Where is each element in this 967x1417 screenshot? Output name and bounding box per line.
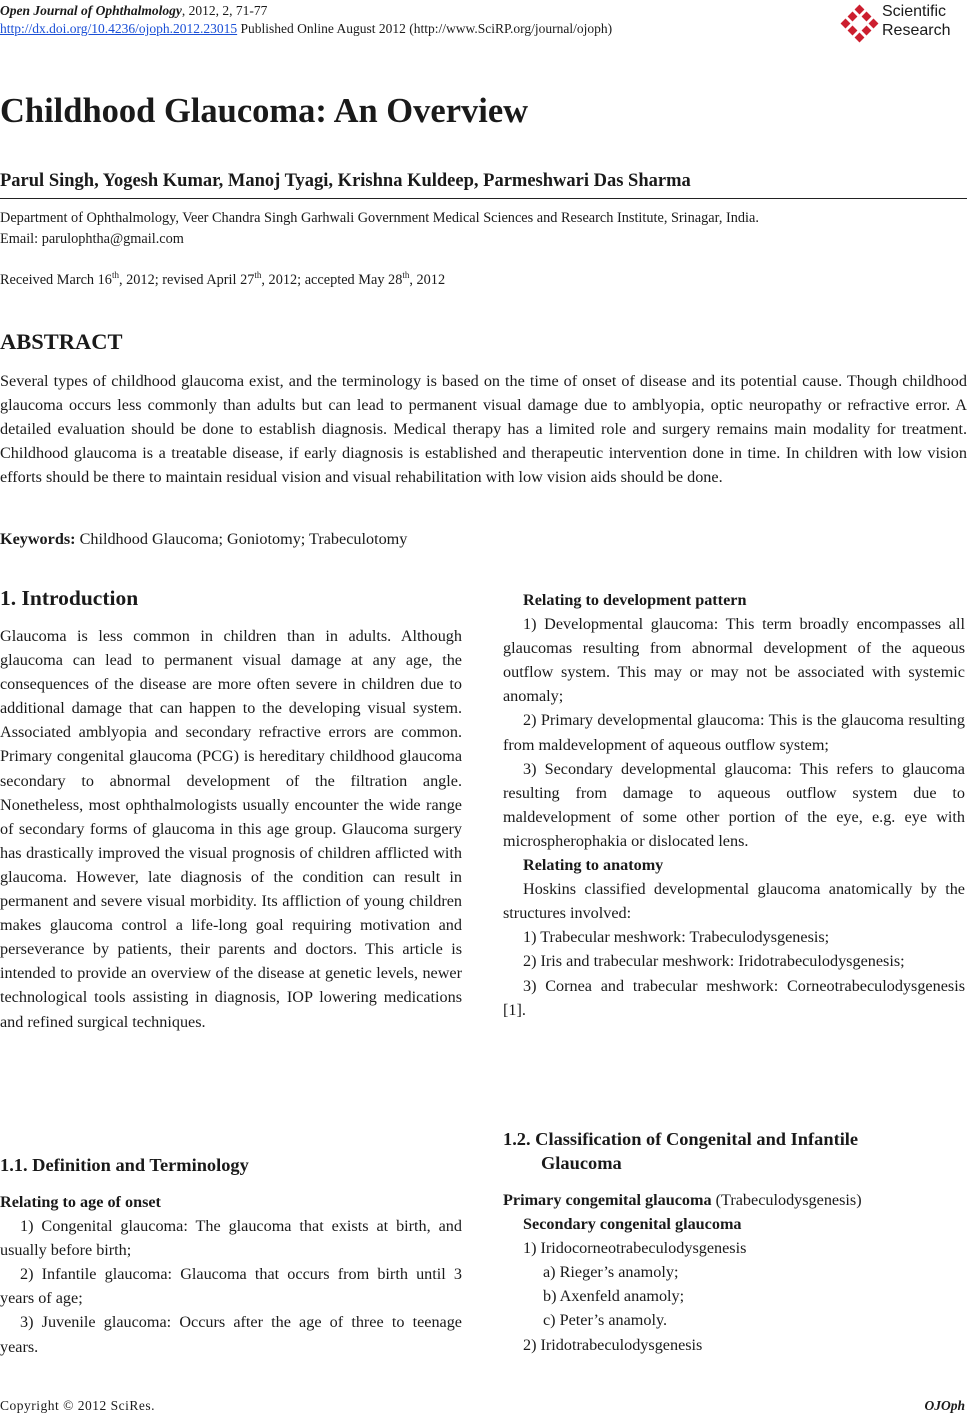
keywords-text: Childhood Glaucoma; Goniotomy; Trabeculotomy bbox=[75, 530, 408, 548]
primary-congenital-note: (Trabeculodysgenesis) bbox=[711, 1191, 862, 1209]
keywords-label: Keywords: bbox=[0, 530, 76, 548]
anatomy-intro: Hoskins classified developmental glaucoma anatomically by the structures involved: bbox=[503, 880, 965, 923]
list-item: 2) Iridotrabeculodysgenesis bbox=[523, 1335, 703, 1354]
development-pattern-section bbox=[503, 588, 965, 1022]
logo-text bbox=[882, 2, 950, 40]
journal-volume: , 2012, 2, 71-77 bbox=[181, 3, 268, 18]
journal-abbreviation: OJOph bbox=[924, 1398, 965, 1413]
list-item: 1) Trabecular meshwork: Trabeculodysgenesis; bbox=[523, 928, 830, 947]
paper-title: Childhood Glaucoma: An Overview bbox=[0, 92, 529, 130]
doi-link[interactable]: http://dx.doi.org/10.4236/ojoph.2012.23015 bbox=[0, 21, 238, 36]
list-subitem: a) Rieger’s anamoly; bbox=[543, 1263, 679, 1282]
subheading-anatomy: Relating to anatomy bbox=[523, 856, 664, 875]
submission-dates bbox=[0, 270, 445, 289]
classification-list bbox=[503, 1188, 965, 1357]
section-heading-definition: 1.1. Definition and Terminology bbox=[0, 1155, 249, 1175]
section-heading-classification bbox=[503, 1127, 965, 1175]
copyright-notice: Copyright © 2012 SciRes. bbox=[0, 1398, 156, 1413]
list-item: 1) Congenital glaucoma: The glaucoma that exists at birth, and usually before birth; bbox=[0, 1217, 462, 1260]
primary-congenital-item bbox=[503, 1188, 965, 1212]
logo-line-2: Research bbox=[882, 22, 951, 39]
subheading-development-pattern: Relating to development pattern bbox=[523, 591, 747, 609]
subheading-age-of-onset: Relating to age of onset bbox=[0, 1193, 161, 1211]
list-item: 2) Iris and trabecular meshwork: Iridotrabeculodysgenesis; bbox=[523, 952, 905, 971]
title-divider bbox=[0, 198, 967, 199]
publisher-logo bbox=[840, 2, 963, 46]
primary-congenital-label: Primary congemital glaucoma bbox=[503, 1191, 712, 1209]
revised-date: , 2012; revised April 27 bbox=[118, 271, 255, 288]
list-item: 3) Cornea and trabecular meshwork: Corneotrabeculodysgenesis [1]. bbox=[503, 976, 965, 1019]
introduction-body bbox=[0, 624, 462, 1034]
list-item: 1) Developmental glaucoma: This term broadly encompasses all glaucomas resulting from abnormal development of the aqueous outflow system. This may or may not be associated with systemic anomaly; bbox=[503, 615, 965, 706]
abstract-heading: ABSTRACT bbox=[0, 329, 123, 354]
doi-line bbox=[0, 21, 612, 37]
list-item: 3) Secondary developmental glaucoma: This refers to glaucoma resulting from damage to aqueous outflow system due to maldevelopment of some other portion of the eye, e.g. eye with microspherophakia or dislocated lens. bbox=[503, 759, 965, 850]
intro-paragraph: Glaucoma is less common in children than in adults. Although glaucoma can lead to permanent visual damage at any age, the consequences of the disease are more often severe in children due to additional damage that can happen to the developing visual system. Associated amblyopia and secondary refractive errors are common. Primary congenital glaucoma (PCG) is hereditary childhood glaucoma secondary to abnormal development of the filtration angle. Nonetheless, most ophthalmologists usually encounter the wide range of secondary forms of glaucoma in this age group. Glaucoma surgery has drastically improved the visual prognosis of children afflicted with glaucoma. However, late diagnosis of the condition can result in permanent and severe visual morbidity. Its affliction of young children makes glaucoma control a life-long goal requiring motivation and perseverance by patients, their parents and doctors. This article is intended to provide an overview of the disease at genetic levels, newer technological tools assisting in diagnosis, IOP lowering medications and refined surgical techniques. bbox=[0, 627, 462, 1031]
list-item: 2) Infantile glaucoma: Glaucoma that occurs from birth until 3 years of age; bbox=[0, 1265, 462, 1308]
keywords bbox=[0, 530, 407, 549]
published-info: Published Online August 2012 (http://www.SciRP.org/journal/ojoph) bbox=[237, 21, 613, 36]
abstract-body: Several types of childhood glaucoma exist, and the terminology is based on the time of onset of disease and its potential cause. Though childhood glaucoma occurs less commonly than adults but can lead to permanent visual damage due to amblyopia, optic neuropathy or refractive error. A detailed evaluation should be done to establish diagnosis. Medical therapy has a limited role and surgery remains main modality for treatment. Childhood glaucoma is a treatable disease, if early diagnosis is established and therapeutic intervention done in time. In children with low vision efforts should be there to maintain residual vision and visual rehabilitation with low vision aids should be done. bbox=[0, 372, 967, 487]
accepted-date: , 2012; accepted May 28 bbox=[261, 271, 403, 288]
list-item: 1) Iridocorneotrabeculodysgenesis bbox=[523, 1239, 747, 1258]
received-date: Received March 16 bbox=[0, 271, 112, 288]
dates-end: , 2012 bbox=[409, 271, 446, 288]
list-subitem: c) Peter’s anamoly. bbox=[543, 1311, 668, 1330]
journal-citation bbox=[0, 3, 267, 19]
secondary-congenital-heading: Secondary congenital glaucoma bbox=[523, 1215, 742, 1234]
classification-heading-line-2: Glaucoma bbox=[541, 1153, 622, 1173]
section-heading-introduction: 1. Introduction bbox=[0, 586, 139, 610]
contact-email: Email: parulophtha@gmail.com bbox=[0, 231, 184, 247]
ordinal-suffix: th bbox=[402, 270, 410, 280]
journal-name: Open Journal of Ophthalmology bbox=[0, 3, 182, 18]
affiliation: Department of Ophthalmology, Veer Chandra Singh Garhwali Government Medical Sciences and Research Institute, Srinagar, India. bbox=[0, 210, 759, 226]
ordinal-suffix: th bbox=[254, 270, 262, 280]
list-item: 3) Juvenile glaucoma: Occurs after the age of three to teenage years. bbox=[0, 1313, 462, 1356]
list-subitem: b) Axenfeld anamoly; bbox=[543, 1287, 685, 1306]
logo-mark-icon bbox=[840, 4, 880, 44]
age-of-onset-section bbox=[0, 1190, 462, 1359]
logo-line-1: Scientific bbox=[882, 3, 947, 20]
list-item: 2) Primary developmental glaucoma: This is the glaucoma resulting from maldevelopment of aqueous outflow system; bbox=[503, 711, 965, 754]
classification-heading-line-1: 1.2. Classification of Congenital and Infantile bbox=[503, 1129, 859, 1149]
ordinal-suffix: th bbox=[111, 270, 119, 280]
author-list: Parul Singh, Yogesh Kumar, Manoj Tyagi, Krishna Kuldeep, Parmeshwari Das Sharma bbox=[0, 171, 691, 191]
